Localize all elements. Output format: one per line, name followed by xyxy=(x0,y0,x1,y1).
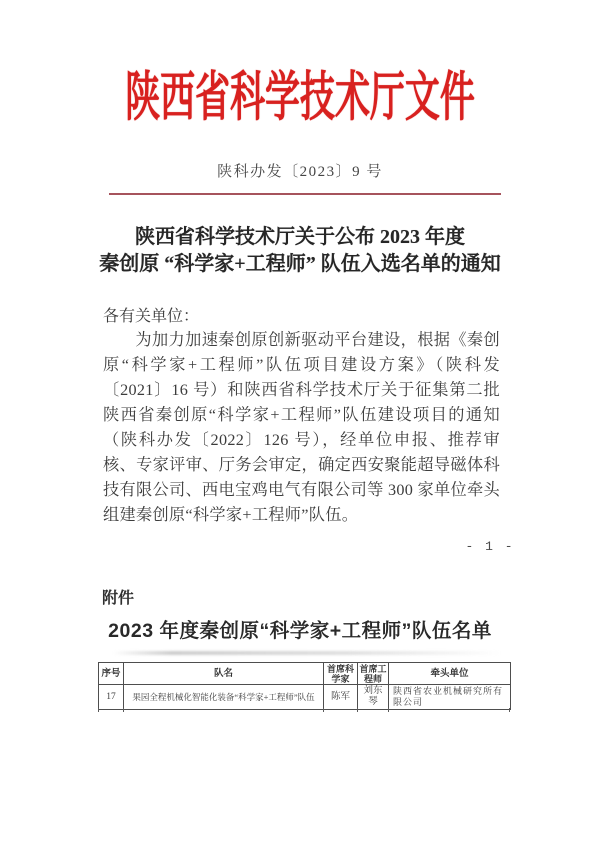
column-header-chief-scientist: 首席科学家 xyxy=(324,663,358,685)
notice-title xyxy=(0,224,600,278)
roster-table xyxy=(98,662,511,710)
cell-team-name: 果园全程机械化智能化装备“科学家+工程师”队伍 xyxy=(124,685,324,710)
table-cut-tick xyxy=(123,708,124,712)
table-cut-tick xyxy=(98,708,99,712)
masthead xyxy=(0,58,600,128)
roster-header-row xyxy=(99,663,511,685)
column-header-team: 队名 xyxy=(124,663,324,685)
cell-lead-unit: 陕西省农业机械研究所有限公司 xyxy=(389,685,511,710)
cell-chief-scientist: 陈军 xyxy=(324,685,358,710)
attachment-label: 附件 xyxy=(102,590,135,607)
table-cut-tick xyxy=(323,708,324,712)
notice-title-line1: 陕西省科学技术厅关于公布 2023 年度 xyxy=(135,226,465,248)
body-paragraph: 为加力加速秦创原创新驱动平台建设，根据《秦创原“科学家+工程师”队伍项目建设方案》（陕科发〔2021〕16 号）和陕西省科学技术厅关于征集第二批陕西省秦创原“科学家+工程师”队伍建设项目的通知（陕科办发〔2022〕126 号），经单位申报、推荐审核、专家评审、厅务会审定，确定西安聚能超导磁体科技有限公司、西电宝鸡电气有限公司等 300 家单位牵头组建秦创原“科学家+工程师”队伍。 xyxy=(103,331,500,524)
cell-chief-engineer: 刘东琴 xyxy=(358,685,389,710)
notice-title-line2: 秦创原 “科学家+工程师” 队伍入选名单的通知 xyxy=(99,253,501,275)
table-cut-tick xyxy=(388,708,389,712)
scan-smudge xyxy=(113,651,501,655)
column-header-lead-unit: 牵头单位 xyxy=(389,663,511,685)
attachment-table-title: 2023 年度秦创原“科学家+工程师”队伍名单 xyxy=(108,620,492,642)
cell-seq: 17 xyxy=(99,685,124,710)
page-number: - 1 - xyxy=(465,539,515,554)
column-header-chief-engineer: 首席工程师 xyxy=(359,663,387,684)
table-cut-tick xyxy=(357,708,358,712)
column-header-seq: 序号 xyxy=(99,663,124,685)
table-row xyxy=(99,685,511,710)
masthead-title: 陕西省科学技术厅文件 xyxy=(125,67,475,127)
doc-number: 陕科办发〔2023〕9 号 xyxy=(217,164,383,180)
red-divider xyxy=(109,193,501,195)
table-cut-tick xyxy=(509,708,510,712)
salutation: 各有关单位： xyxy=(103,308,200,325)
